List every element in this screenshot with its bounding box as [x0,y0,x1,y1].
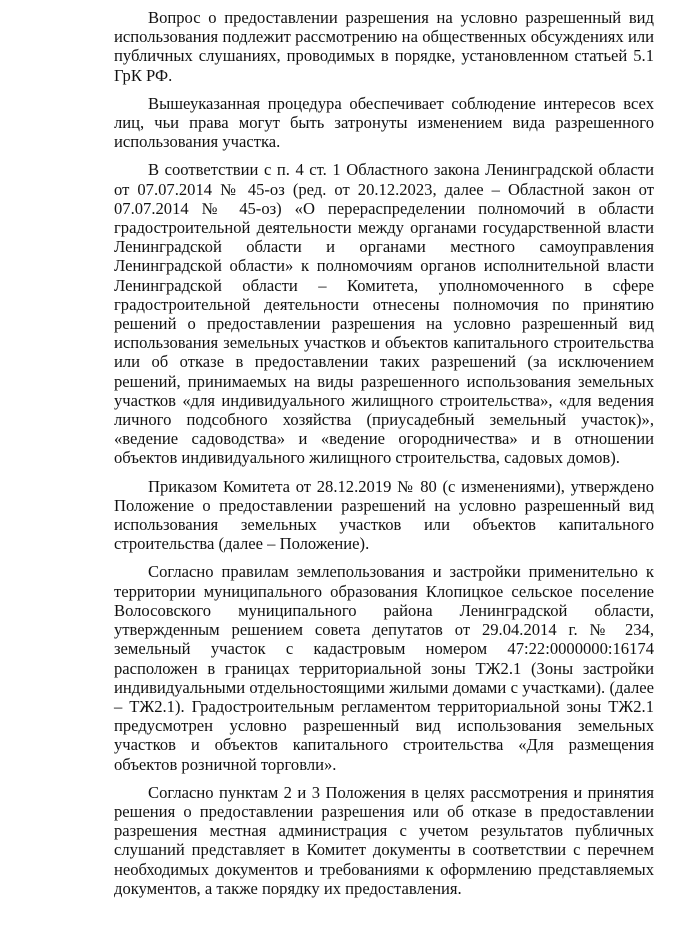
paragraph-provision-points: Согласно пунктам 2 и 3 Положения в целях рассмотрения и принятия решения о предоставлении разрешения или об отказе в предоставлении разрешения местная администрация с учетом результатов публичных слушаний представляет в Комитет документы в соответствии с перечнем необходимых документов и требованиями к оформлению представляемых документов, а также порядку их предоставления. [114,782,654,898]
document-page [114,8,654,907]
paragraph-procedure-interests: Вышеуказанная процедура обеспечивает соблюдение интересов всех лиц, чьи права могут быть затронуты изменением вида разрешенного использования участка. [114,93,654,152]
paragraph-zoning-rules: Согласно правилам землепользования и застройки применительно к территории муниципального образования Клопицкое сельское поселение Волосовского муниципального района Ленинградской области, утвержденным решением совета депутатов от 29.04.2014 г. № 234, земельный участок с кадастровым номером 47:22:0000000:16174 расположен в границах территориальной зоны ТЖ2.1 (Зоны застройки индивидуальными отдельностоящими жилыми домами с участками). (далее – ТЖ2.1). Градостроительным регламентом территориальной зоны ТЖ2.1 предусмотрен условно разрешенный вид использования земельных участков и объектов капитального строительства «Для размещения объектов розничной торговли». [114,562,654,774]
paragraph-regional-law: В соответствии с п. 4 ст. 1 Областного закона Ленинградской области от 07.07.2014 № 45-оз (ред. от 20.12.2023, далее – Областной закон от 07.07.2014 № 45-оз) «О перераспределении полномочий в области градостроительной деятельности между органами государственной власти Ленинградской области и органами местного самоуправления Ленинградской области» к полномочиям органов исполнительной власти Ленинградской области – Комитета, уполномоченного в сфере градостроительной деятельности отнесены полномочия по принятию решений о предоставлении разрешения на условно разрешенный вид использования земельных участков и объектов капитального строительства или об отказе в предоставлении таких разрешений (за исключением решений, принимаемых на виды разрешенного использования земельных участков «для индивидуального жилищного строительства», «для ведения личного подсобного хозяйства (приусадебный земельный участок)», «ведение садоводства» и «ведение огородничества» и в отношении объектов индивидуального жилищного строительства, садовых домов). [114,160,654,468]
paragraph-committee-order: Приказом Комитета от 28.12.2019 № 80 (с изменениями), утверждено Положение о предоставлении разрешений на условно разрешенный вид использования земельных участков или объектов капитального строительства (далее – Положение). [114,476,654,554]
paragraph-permission-question: Вопрос о предоставлении разрешения на условно разрешенный вид использования подлежит рассмотрению на общественных обсуждениях или публичных слушаниях, проводимых в порядке, установленном статьей 5.1 ГрК РФ. [114,8,654,85]
